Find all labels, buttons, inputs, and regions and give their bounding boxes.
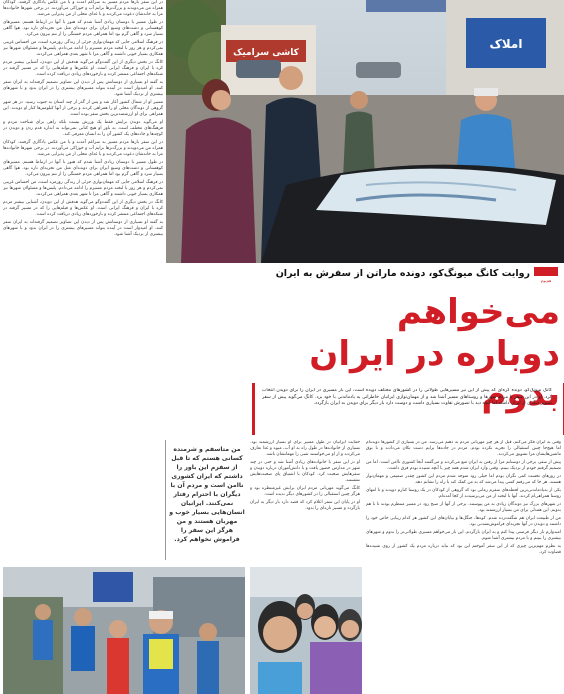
- body-paragraph: به نظرم مهم‌ترین چیزی که از این سفر آموختم این بود که نباید درباره مردم یک کشور از روی شنیده‌ها قضاوت کرد.: [366, 544, 561, 555]
- body-paragraph: من از طبیعت ایران هم شگفت‌زده شدم. کوه‌ها، جنگل‌ها و بیابان‌های این کشور هر کدام زیبایی خاص خود را داشتند و دویدن در آنها تجربه‌ای فراموش‌نشدنی بود.: [366, 516, 561, 527]
- body-paragraph: در شهرهای بزرگ نیز دوندگان زیادی به من پیوستند. برخی از آنها از صبح زود در مسیر منتظرم بودند تا با هم بدویم. این همدلی برای من بسیار ارزشمند بود.: [366, 502, 561, 513]
- body-paragraph: یکی از به‌یادماندنی‌ترین لحظه‌های سفرم زمانی بود که گروهی از کودکان در یک روستا کنارم دویدند و تا انتهای روستا همراهی‌ام کردند. آنها با لبخند از من می‌پرسیدند از کجا آمده‌ام.: [366, 488, 561, 499]
- photo-caption-text: روایت کانگ میونگ‌کو، دونده ماراتن از سفرش به ایران: [275, 268, 530, 279]
- body-paragraph: در فرهنگ اسلامی جایی که مهمان‌نوازی جزئی از زندگی روزمره است، من احساس غریبی نمی‌کردم و هر روز با لبخند مردم مسیرم را ادامه می‌دادم. پلیس‌ها و مسئولان شهرها نیز همکاری بسیار خوبی داشتند و گاهی مرا تا شهر بعدی همراهی می‌کردند.: [3, 180, 163, 197]
- body-paragraph: در طول مسیر با دوستان زیادی آشنا شدم که هنوز با آنها در ارتباط هستم. مسیرهای کوهستانی و دشت‌های وسیع ایران برای دونده‌ای مثل من تجربه‌ای تازه بود. هوا گاهی بسیار سرد و گاهی گرم بود اما همراهی مردم خستگی را از تنم بیرون می‌کرد.: [3, 20, 163, 37]
- body-paragraph: او می‌گوید دویدن برایش فقط یک ورزش نیست بلکه راهی برای شناخت مردم و فرهنگ‌های مختلف است. به باور او هیچ کتابی نمی‌تواند به اندازه قدم زدن و دویدن در کوچه‌ها و جاده‌های یک کشور آن را به انسان معرفی کند.: [3, 120, 163, 137]
- body-column-left: [3, 0, 163, 565]
- selfie-photo: [250, 567, 362, 694]
- body-column-right: [366, 440, 561, 694]
- body-paragraph: در فرهنگ اسلامی جایی که مهمان‌نوازی جزئی از زندگی روزمره است، من احساس غریبی نمی‌کردم و هر روز با لبخند مردم مسیرم را ادامه می‌دادم. پلیس‌ها و مسئولان شهرها نیز همکاری بسیار خوبی داشتند و گاهی مرا تا شهر بعدی همراهی می‌کردند.: [3, 40, 163, 57]
- headline-line1: می‌خواهم: [396, 292, 560, 332]
- photo-caption: [230, 268, 530, 279]
- body-paragraph: کانگ در بخش دیگری از این گفت‌وگو می‌گوید هدفش از این دویدن، آشنایی بیشتر مردم کره با ایران و فرهنگ ایرانی است. او عکس‌ها و فیلم‌هایی را که در مسیر گرفته در شبکه‌های اجتماعی منتشر کرده و بازخوردهای زیادی دریافت کرده است.: [3, 200, 163, 217]
- main-photo: [166, 0, 564, 263]
- headline-line2: دوباره در ایران بدوم: [309, 334, 560, 414]
- runners-photo: [3, 567, 245, 694]
- selfie-photo-scene: [250, 567, 362, 694]
- body-paragraph: او در این سفر با خانواده‌های زیادی آشنا شد و حتی در چند شهر در مدارس حضور یافت و با دانش‌آموزان درباره دویدن و سفرهایش صحبت کرد. کودکان با اشتیاق پای صحبت‌هایش نشستند.: [250, 460, 360, 483]
- body-paragraph: در این سفر بارها مردم مسیر به سراغم آمدند و با من عکس یادگاری گرفتند. کودکان همراه من می‌دویدند و بزرگ‌ترها برایم آب و خوراکی می‌آوردند. در برخی شهرها خانواده‌ها مرا به خانه‌شان دعوت می‌کردند و با غذای محلی از من پذیرایی می‌شد.: [3, 0, 163, 17]
- body-paragraph: در طول مسیر با دوستان زیادی آشنا شدم که هنوز با آنها در ارتباط هستم. مسیرهای کوهستانی و دشت‌های وسیع ایران برای دونده‌ای مثل من تجربه‌ای تازه بود. هوا گاهی بسیار سرد و گاهی گرم بود اما همراهی مردم خستگی را از تنم بیرون می‌کرد.: [3, 160, 163, 177]
- main-photo-scene: [166, 0, 564, 263]
- shop-sign-2: املاک: [489, 37, 523, 51]
- runners-photo-scene: [3, 567, 245, 694]
- body-paragraph: حمایت ایرانیان در طول مسیر برای او بسیار ارزشمند بود. بسیاری از خانواده‌ها در طول راه به او آب، میوه و غذا تعارف می‌کردند و از او می‌خواستند شبی را مهمانشان باشد.: [250, 440, 360, 457]
- body-paragraph: به گفته او بسیاری از دوستانش پس از دیدن این تصاویر تصمیم گرفته‌اند به ایران سفر کنند. او امیدوار است در آینده بتواند مسیرهای بیشتری را در ایران بدود و با شهرهای بیشتری از نزدیک آشنا شود.: [3, 220, 163, 237]
- body-paragraph: کانگ می‌گوید مهربانی مردم ایران برایش غیرمنتظره بود و هرگز چنین استقبالی را در کشورهای دیگر ندیده است.: [250, 486, 360, 497]
- body-paragraph: به گفته او بسیاری از دوستانش پس از دیدن این تصاویر تصمیم گرفته‌اند به ایران سفر کنند. او امیدوار است در آینده بتواند مسیرهای بیشتری را در ایران بدود و با شهرهای بیشتری از نزدیک آشنا شود.: [3, 80, 163, 97]
- body-paragraph: در این سفر بارها مردم مسیر به سراغم آمدند و با من عکس یادگاری گرفتند. کودکان همراه من می‌دویدند و بزرگ‌ترها برایم آب و خوراکی می‌آوردند. در برخی شهرها خانواده‌ها مرا به خانه‌شان دعوت می‌کردند و با غذای محلی از من پذیرایی می‌شد.: [3, 140, 163, 157]
- section-marker: [534, 267, 558, 276]
- section-label: هم‌بوم: [540, 278, 552, 283]
- body-paragraph: در روزهای نخست کمی نگران بودم اما خیلی زود متوجه شدم مردم این کشور چقدر صمیمی و مهمان‌نواز هستند. هر جا که می‌رفتم کسی پیدا می‌شد که به من کمک کند یا راه را نشانم دهد.: [366, 474, 561, 485]
- body-column-middle: [250, 440, 360, 564]
- body-paragraph: وقتی به ایران فکر می‌کنم، قبل از هر چیز مهربانی مردم به ذهنم می‌رسد. من در بسیاری از کشورها دویده‌ام اما هیچ‌جا چنین استقبالی را تجربه نکرده بودم. مردم در جاده‌ها برایم دست تکان می‌دادند و با بوق ماشین‌هایشان مرا تشویق می‌کردند.: [366, 440, 561, 457]
- body-paragraph: او در پایان این سفر اعلام کرد که قصد دارد بار دیگر به ایران بازگردد و مسیر تازه‌ای را بدود.: [250, 500, 360, 511]
- body-paragraph: کانگ در بخش دیگری از این گفت‌وگو می‌گوید هدفش از این دویدن، آشنایی بیشتر مردم کره با ایران و فرهنگ ایرانی است. او عکس‌ها و فیلم‌هایی را که در مسیر گرفته در شبکه‌های اجتماعی منتشر کرده و بازخوردهای زیادی دریافت کرده است.: [3, 60, 163, 77]
- lead-paragraph: کانگ میونگ‌کو، دونده کره‌ای که پیش از این نیز مسیرهایی طولانی را در کشورهای مختلف دویده است، این بار مسیری در ایران را برای دویدن انتخاب کرد. او در این سفر با مردم شهرها و روستاهای مسیر آشنا شد و از مهمان‌نوازی ایرانیان خاطراتی به یادماندنی با خود برد. کانگ می‌گوید پیش از سفر تصویر دیگری از ایران داشته اما آنچه دید با تصورش تفاوت بسیاری داشت و دوست دارد بار دیگر برای دویدن به ایران بازگردد.: [262, 388, 552, 407]
- pull-quote: من متاسفم و شرمنده کسانی هستم که تا قبل از سفرم این باور را داشتم که ایران کشوری ناامن است و مردم آن با دیگران با احترام رفتار نمی‌کنند. ایرانیان انسان‌هایی بسیار خوب و مهربان هستند و من هرگز این سفر را فراموش نخواهم کرد.: [169, 446, 245, 543]
- body-paragraph: امیدوارم بار دیگر فرصتی پیدا کنم و به ایران بازگردم. این بار می‌خواهم مسیری طولانی‌تر را بدوم و شهرهای بیشتری را ببینم و با مردم بیشتری آشنا شوم.: [366, 530, 561, 541]
- column-rule: [165, 440, 166, 560]
- body-paragraph: مسیر او از شمال کشور آغاز شد و پس از گذر از چند استان به جنوب رسید. در هر شهر گروهی از دوندگان محلی او را همراهی کردند و برخی از آنها کیلومترها کنار او دویدند. این همراهی برای او ارزشمندترین بخش سفر بوده است.: [3, 100, 163, 117]
- body-paragraph: پیش از سفر، برخی از دوستانم مرا از رفتن به ایران منع می‌کردند و می‌گفتند آنجا کشوری ناامن است. اما من تصمیم گرفتم خودم از نزدیک ببینم. وقتی وارد ایران شدم همه چیز با آنچه شنیده بودم فرق داشت.: [366, 460, 561, 471]
- shop-sign-1: کاشی سرامیک: [233, 48, 299, 58]
